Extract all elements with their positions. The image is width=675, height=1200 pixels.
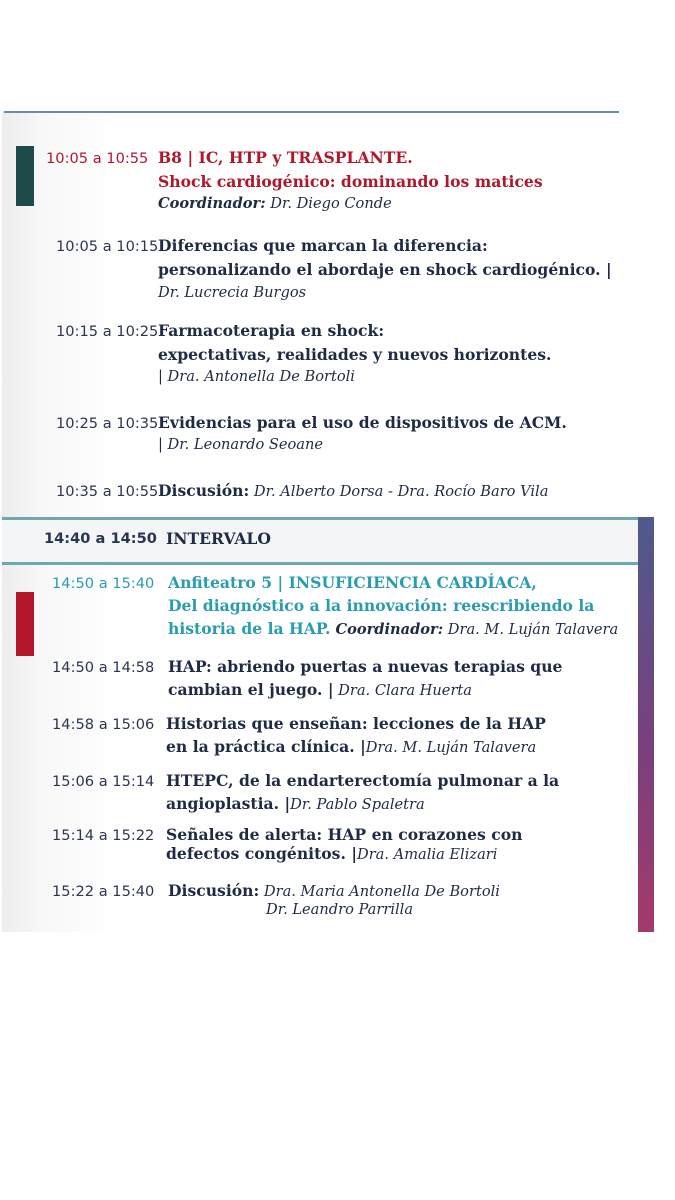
talk-title: HAP: abriendo puertas a nuevas terapias que: [168, 657, 563, 676]
talk-title: Diferencias que marcan la diferencia:: [158, 236, 488, 255]
talk-speaker: | Dr. Leonardo Seoane: [158, 436, 324, 453]
talk-speaker: Dra. Amalia Elizari: [357, 846, 498, 863]
session2-time: 14:50 a 15:40: [52, 575, 155, 592]
interval-label: INTERVALO: [166, 529, 271, 548]
discussion-names-cont: Dr. Leandro Parrilla: [266, 901, 414, 918]
discussion-time: 15:22 a 15:40: [52, 883, 155, 900]
talk-speaker: | Dra. Antonella De Bortoli: [158, 368, 355, 385]
session2-subtitle-end: historia de la HAP.: [168, 619, 331, 638]
talk-title-end: defectos congénitos. |: [166, 844, 357, 863]
talk-time: 15:06 a 15:14: [52, 773, 155, 790]
talk-speaker: Dr. Pablo Spaletra: [290, 796, 425, 813]
coordinator-label: Coordinador:: [158, 195, 266, 212]
talk-title: Historias que enseñan: lecciones de la HAP: [166, 714, 546, 733]
side-accent-bar: [638, 517, 654, 932]
session2-title: Anfiteatro 5 | INSUFICIENCIA CARDÍACA,: [168, 573, 537, 592]
talk-title-cont: expectativas, realidades y nuevos horizontes.: [158, 345, 552, 364]
talk-title: Farmacoterapia en shock:: [158, 321, 385, 340]
discussion-row: [158, 480, 548, 504]
discussion-label: Discusión:: [168, 881, 260, 900]
talk-title-cont: [166, 736, 536, 760]
talk-speaker: Dr. Lucrecia Burgos: [158, 284, 307, 301]
session1-coordinator: [158, 193, 392, 216]
discussion-label: Discusión:: [158, 481, 250, 500]
session2-subtitle-cont: [168, 618, 618, 642]
session-marker-teal: [16, 146, 34, 206]
talk-time: 10:05 a 10:15: [56, 238, 159, 255]
talk-title-cont: [166, 843, 497, 867]
talk-time: 14:58 a 15:06: [52, 716, 155, 733]
coordinator-name: Dra. M. Luján Talavera: [443, 621, 619, 638]
talk-title-cont: personalizando el abordaje en shock cardiogénico. |: [158, 260, 612, 279]
discussion-names: Dra. Maria Antonella De Bortoli: [259, 883, 500, 900]
talk-time: 10:15 a 10:25: [56, 323, 159, 340]
session1-subtitle: Shock cardiogénico: dominando los matices: [158, 172, 543, 191]
coordinator-name: Dr. Diego Conde: [265, 195, 392, 212]
talk-speaker: Dra. M. Luján Talavera: [365, 739, 537, 756]
interval-time: 14:40 a 14:50: [44, 530, 157, 547]
talk-time: 10:25 a 10:35: [56, 415, 159, 432]
discussion-names: Dr. Alberto Dorsa - Dra. Rocío Baro Vila: [249, 483, 549, 500]
coordinator-label: Coordinador:: [330, 621, 444, 638]
session-marker-red: [16, 592, 34, 656]
talk-time: 14:50 a 14:58: [52, 659, 155, 676]
talk-title: Evidencias para el uso de dispositivos de ACM.: [158, 413, 567, 432]
session1-title: B8 | IC, HTP y TRASPLANTE.: [158, 148, 413, 167]
top-divider: [4, 111, 619, 113]
talk-title-cont: [166, 793, 425, 817]
discussion-time: 10:35 a 10:55: [56, 483, 159, 500]
talk-title-cont: [168, 679, 472, 703]
talk-title-end: en la práctica clínica. |: [166, 737, 366, 756]
talk-title: Señales de alerta: HAP en corazones con: [166, 825, 523, 844]
talk-title-end: cambian el juego. |: [168, 680, 334, 699]
session2-subtitle: Del diagnóstico a la innovación: reescribiendo la: [168, 596, 595, 615]
talk-title-end: angioplastia. |: [166, 794, 291, 813]
talk-speaker: Dra. Clara Huerta: [333, 682, 472, 699]
talk-time: 15:14 a 15:22: [52, 827, 155, 844]
session1-time: 10:05 a 10:55: [46, 150, 149, 167]
talk-title: HTEPC, de la endarterectomía pulmonar a la: [166, 771, 560, 790]
